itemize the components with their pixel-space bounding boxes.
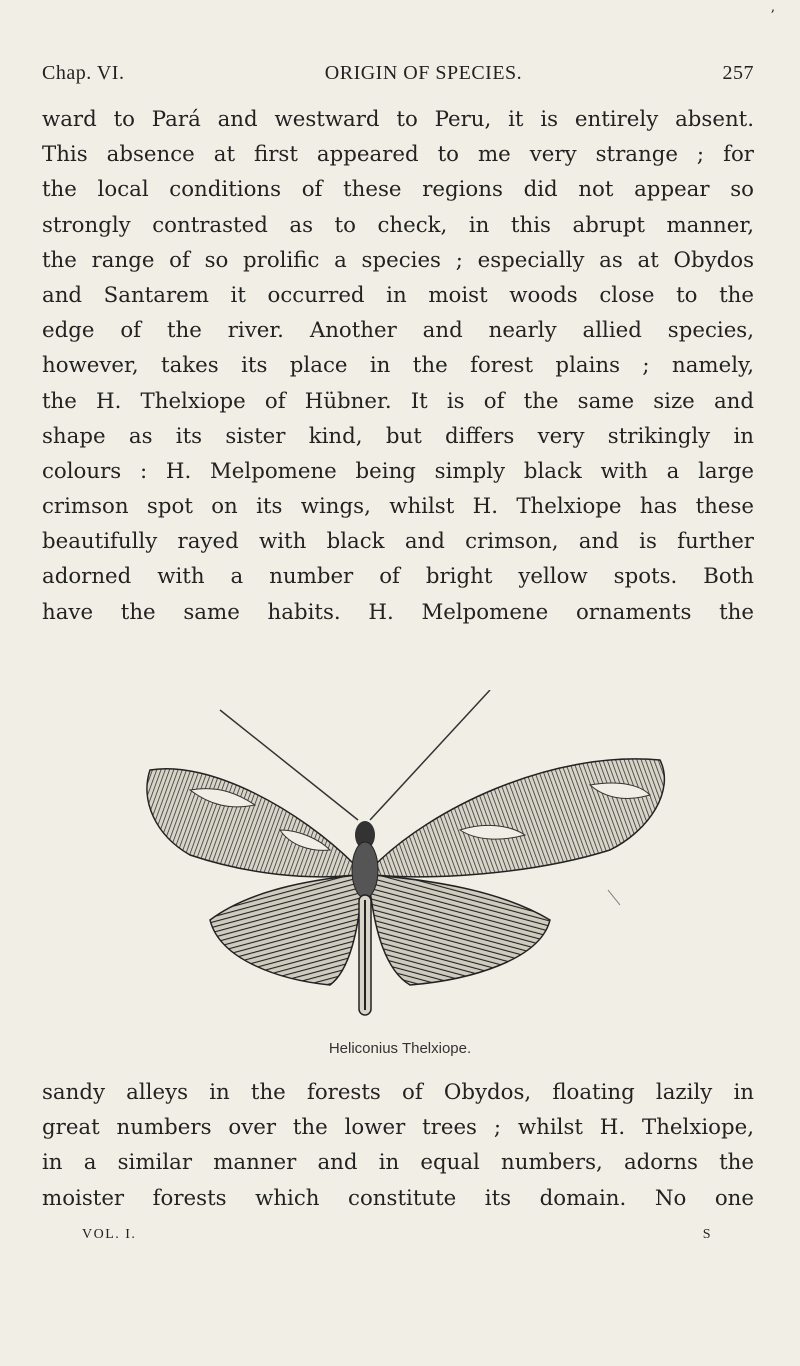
text-line: have the same habits. H. Melpomene ornaments the <box>42 599 754 625</box>
text-line: the H. Thelxiope of Hübner. It is of the same size and <box>42 388 754 414</box>
signature-mark: S <box>702 1227 712 1242</box>
text-line: crimson spot on its wings, whilst H. Thelxiope has these <box>42 494 754 520</box>
butterfly-engraving-icon <box>130 690 690 1030</box>
text-line: strongly contrasted as to check, in this abrupt manner, <box>42 212 754 238</box>
running-title: ORIGIN OF SPECIES. <box>324 62 523 84</box>
butterfly-figure <box>130 690 690 1030</box>
volume-label: VOL. I. <box>82 1227 137 1242</box>
text-line: edge of the river. Another and nearly allied species, <box>42 318 754 344</box>
page-footer <box>82 1227 712 1243</box>
text-line: shape as its sister kind, but differs very strikingly in <box>42 423 754 449</box>
text-line: the range of so prolific a species ; especially as at Obydos <box>42 247 754 273</box>
chapter-label: Chap. VI. <box>42 62 125 84</box>
text-line: colours : H. Melpomene being simply black with a large <box>42 458 754 484</box>
text-line: This absence at first appeared to me very strange ; for <box>42 142 754 168</box>
margin-mark: ʼ <box>770 8 775 24</box>
figure-caption: Heliconius Thelxiope. <box>328 1040 472 1057</box>
paragraph-2 <box>42 1075 754 1216</box>
text-line: and Santarem it occurred in moist woods close to the <box>42 282 754 308</box>
paragraph-1 <box>42 102 754 630</box>
text-line: sandy alleys in the forests of Obydos, floating lazily in <box>42 1080 754 1105</box>
text-line: the local conditions of these regions did not appear so <box>42 177 754 203</box>
text-line: beautifully rayed with black and crimson, and is further <box>42 529 754 555</box>
text-line: great numbers over the lower trees ; whilst H. Thelxiope, <box>42 1115 754 1141</box>
text-line: ward to Pará and westward to Peru, it is entirely absent. <box>42 107 754 132</box>
text-line: however, takes its place in the forest plains ; namely, <box>42 353 754 379</box>
page-number: 257 <box>722 62 754 84</box>
text-line: in a similar manner and in equal numbers, adorns the <box>42 1150 754 1176</box>
running-header <box>42 62 754 85</box>
text-line: moister forests which constitute its domain. No one <box>42 1185 754 1211</box>
text-line: adorned with a number of bright yellow spots. Both <box>42 564 754 590</box>
